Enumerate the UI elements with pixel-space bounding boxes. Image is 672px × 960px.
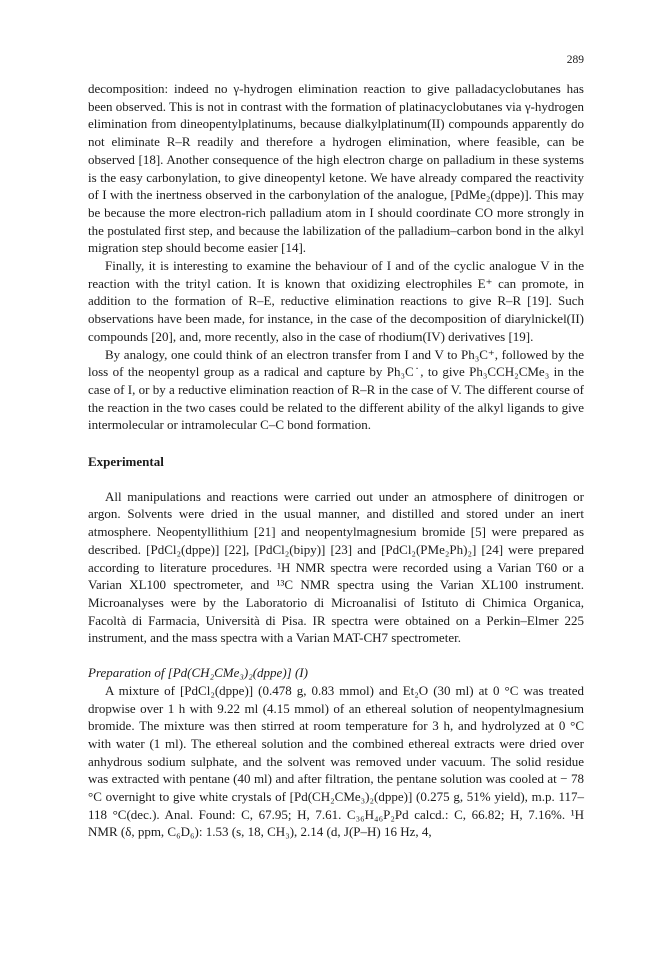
body-paragraph: Finally, it is interesting to examine the behaviour of I and of the cyclic analogue V in the reaction with the trityl cation. It is known that oxidizing electrophiles E⁺ can promote, in addition to the formation of R–E, reductive elimination reactions to give R–R [19]. Such observations have been made, for instance, in the case of the decomposition of diarylnickel(II) compounds [20], and, more recently, also in the case of rhodium(IV) derivatives [19]. — [88, 258, 584, 344]
article-body — [88, 80, 584, 841]
subsection-heading-preparation: Preparation of [Pd(CH₂CMe₃)₂(dppe)] (I) — [88, 665, 308, 681]
page-number: 289 — [566, 54, 584, 66]
body-paragraph: All manipulations and reactions were carried out under an atmosphere of dinitrogen or argon. Solvents were dried in the usual manner, and distilled and stored under an inert atmosphere. Neopentyllithium [21] and neopentylmagnesium bromide [5] were prepared as described. [PdCl₂(dppe)] [22], [PdCl₂(bipy)] [23] and [PdCl₂(PMe₂Ph)₂] [24] were prepared according to literature procedures. ¹H NMR spectra were recorded using a Varian T60 or a Varian XL100 spectrometer, and ¹³C NMR spectra using the Varian XL100 instrument. Microanalyses were by the Laboratorio di Microanalisi of Istituto di Chimica Organica, Facoltà di Farmacia, Università di Pisa. IR spectra were obtained on a Perkin–Elmer 225 instrument, and the mass spectra with a Varian MAT-CH7 spectrometer. — [88, 488, 584, 646]
section-heading-experimental: Experimental — [88, 454, 164, 470]
body-paragraph: By analogy, one could think of an electron transfer from I and V to Ph₃C⁺, followed by the loss of the neopentyl group as a radical and capture by Ph₃C˙, to give Ph₃CCH₂CMe₃ in the case of I, or by a reductive elimination reaction of R–R in the case of V. The different course of the reaction in the two cases could be related to the different ability of the alkyl ligands to give intermolecular or intramolecular C–C bond formation. — [88, 346, 584, 433]
body-paragraph: A mixture of [PdCl₂(dppe)] (0.478 g, 0.83 mmol) and Et₂O (30 ml) at 0 °C was treated dropwise over 1 h with 9.22 ml (4.15 mmol) of an ethereal solution of neopentylmagnesium bromide. The mixture was then stirred at room temperature for 3 h, and hydrolyzed at 0 °C with water (1 ml). The ethereal solution and the combined ethereal extracts were dried over anhydrous sodium sulphate, and the solvent was removed under vacuum. The solid residue was extracted with pentane (40 ml) and after filtration, the pentane solution was cooled at − 78 °C overnight to give white crystals of [Pd(CH₂CMe₃)₂(dppe)] (0.275 g, 51% yield), m.p. 117–118 °C(dec.). Anal. Found: C, 67.95; H, 7.61. C₃₆H₄₆P₂Pd calcd.: C, 66.82; H, 7.16%. ¹H NMR (δ, ppm, C₆D₆): 1.53 (s, 18, CH₃), 2.14 (d, J(P–H) 16 Hz, 4, — [88, 682, 584, 840]
body-paragraph: decomposition: indeed no γ-hydrogen elimination reaction to give palladacyclobutanes has been observed. This is not in contrast with the formation of platinacyclobutanes via γ-hydrogen elimination from dineopentylplatinums, because dialkylplatinum(II) compounds apparently do not eliminate R–R readily and therefore a hydrogen elimination, where feasible, can be observed [18]. Another consequence of the high electron charge on palladium in these systems is the easy carbonylation, to give dineopentyl ketone. We have already compared the reactivity of I with the inertness observed in the carbonylation of the analogue, [PdMe₂(dppe)]. This may be because the more electron-rich palladium atom in I should coordinate CO more strongly in the postulated first step, and because the labilization of the palladium–carbon bond in the alkyl migration step should become easier [14]. — [88, 81, 584, 256]
